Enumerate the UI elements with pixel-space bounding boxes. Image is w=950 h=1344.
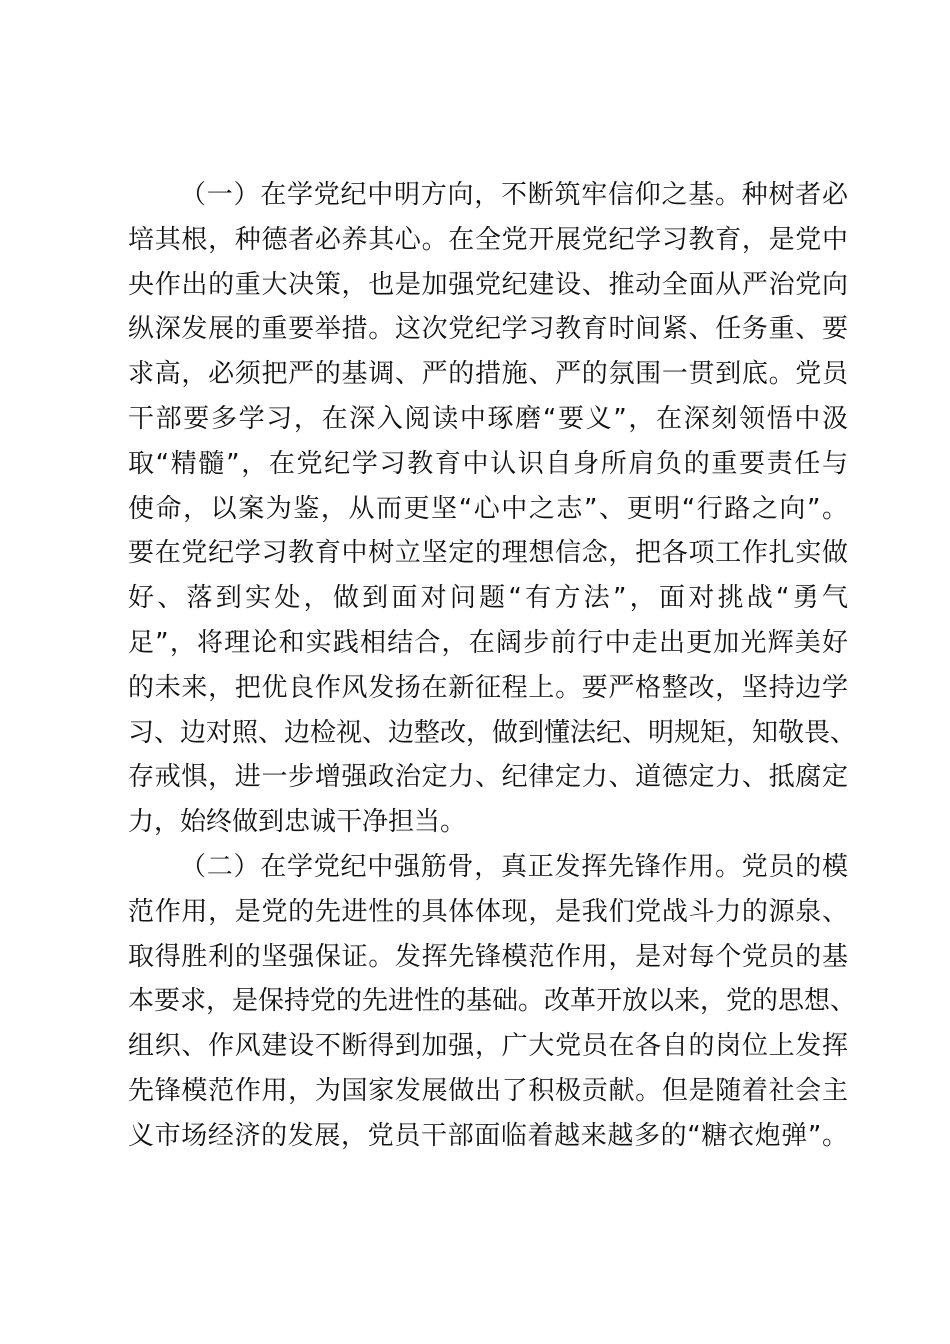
text-line: 组织、作风建设不断得到加强，广大党员在各自的岗位上发挥 bbox=[128, 1031, 848, 1062]
paragraph-2 bbox=[128, 845, 857, 1159]
text-line: 力，始终做到忠诚干净担当。 bbox=[128, 807, 467, 838]
text-line: 足”，将理论和实践相结合，在阔步前行中走出更加光辉美好 bbox=[128, 627, 848, 658]
text-line: 培其根，种德者必养其心。在全党开展党纪学习教育，是党中 bbox=[128, 224, 848, 255]
text-line: 的未来，把优良作风发扬在新征程上。要严格整改，坚持边学 bbox=[128, 672, 848, 703]
paragraph-1 bbox=[128, 173, 857, 845]
text-line: 习、边对照、边检视、边整改，做到懂法纪、明规矩，知敬畏、 bbox=[128, 717, 857, 748]
text-line: 干部要多学习，在深入阅读中琢磨“要义”，在深刻领悟中汲 bbox=[128, 403, 848, 434]
text-line: （一）在学党纪中明方向，不断筑牢信仰之基。种树者必 bbox=[180, 180, 848, 210]
text-line: 取得胜利的坚强保证。发挥先锋模范作用，是对每个党员的基 bbox=[128, 941, 848, 972]
text-line: 本要求，是保持党的先进性的基础。改革开放以来，党的思想、 bbox=[128, 986, 857, 1017]
text-line: 央作出的重大决策，也是加强党纪建设、推动全面从严治党向 bbox=[128, 269, 848, 300]
text-line: 求高，必须把严的基调、严的措施、严的氛围一贯到底。党员 bbox=[128, 359, 848, 390]
text-line: 范作用，是党的先进性的具体体现，是我们党战斗力的源泉、 bbox=[128, 896, 848, 927]
text-line: 使命，以案为鉴，从而更坚“心中之志”、更明“行路之向”。 bbox=[128, 493, 848, 524]
text-line: 先锋模范作用，为国家发展做出了积极贡献。但是随着社会主 bbox=[128, 1075, 848, 1106]
text-line: 要在党纪学习教育中树立坚定的理想信念，把各项工作扎实做 bbox=[128, 538, 848, 569]
body-text bbox=[128, 173, 857, 1159]
text-line: 取“精髓”，在党纪学习教育中认识自身所肩负的重要责任与 bbox=[128, 448, 848, 479]
text-line: 义市场经济的发展，党员干部面临着越来越多的“糖衣炮弹”。 bbox=[128, 1120, 848, 1151]
text-line: 好、落到实处，做到面对问题“有方法”，面对挑战“勇气 bbox=[128, 583, 848, 614]
text-line: 存戒惧，进一步增强政治定力、纪律定力、道德定力、抵腐定 bbox=[128, 762, 848, 793]
text-line: 纵深发展的重要举措。这次党纪学习教育时间紧、任务重、要 bbox=[128, 314, 848, 345]
text-line: （二）在学党纪中强筋骨，真正发挥先锋作用。党员的模 bbox=[180, 851, 848, 882]
